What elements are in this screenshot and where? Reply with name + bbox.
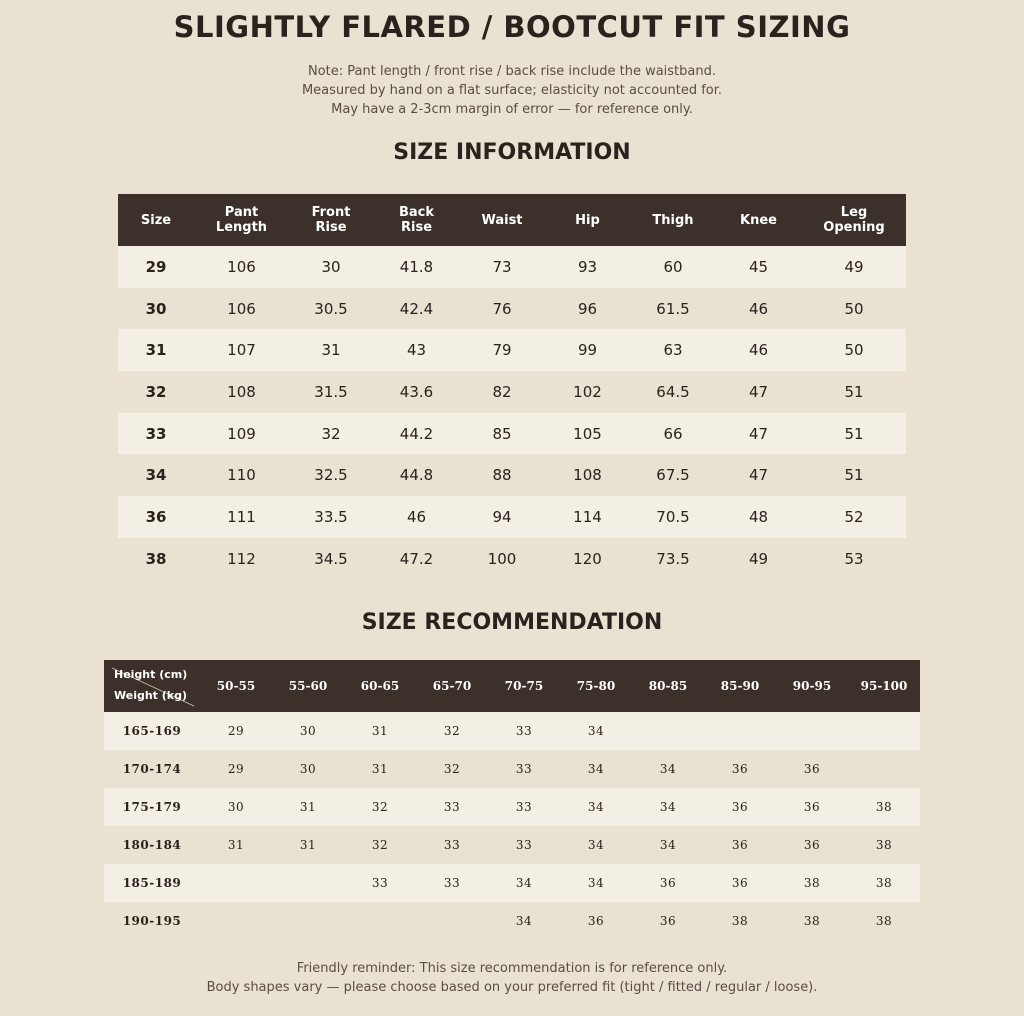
recommended-size-cell <box>344 902 416 940</box>
measurement-cell: 110 <box>194 454 289 496</box>
measurement-cell: 108 <box>544 454 631 496</box>
recommended-size-cell <box>416 902 488 940</box>
measurement-cell: 73 <box>460 246 544 288</box>
recommended-size-cell: 34 <box>632 826 704 864</box>
table-row <box>104 712 920 750</box>
recommended-size-cell: 34 <box>560 826 632 864</box>
measurement-cell: 30.5 <box>289 288 373 330</box>
measurement-cell: 44.8 <box>373 454 460 496</box>
measurement-cell: 51 <box>802 371 906 413</box>
measurement-cell: 31 <box>289 329 373 371</box>
recommended-size-cell <box>200 902 272 940</box>
measurement-cell: 51 <box>802 413 906 455</box>
weight-range-header: 75-80 <box>560 660 632 712</box>
recommended-size-cell: 33 <box>488 712 560 750</box>
measurement-cell: 107 <box>194 329 289 371</box>
measurement-cell: 52 <box>802 496 906 538</box>
table-row <box>118 371 906 413</box>
size-cell: 33 <box>118 413 194 455</box>
recommended-size-cell: 33 <box>416 864 488 902</box>
measurement-cell: 45 <box>715 246 802 288</box>
recommended-size-cell: 33 <box>344 864 416 902</box>
table-row <box>104 750 920 788</box>
height-range-cell: 170-174 <box>104 750 200 788</box>
height-axis-label: Height (cm) <box>114 668 188 681</box>
measurement-cell: 32.5 <box>289 454 373 496</box>
table-row <box>118 454 906 496</box>
size-cell: 38 <box>118 538 194 580</box>
height-range-cell: 165-169 <box>104 712 200 750</box>
recommended-size-cell: 38 <box>848 826 920 864</box>
measurement-note <box>0 62 1024 119</box>
recommended-size-cell: 31 <box>344 750 416 788</box>
measurement-cell: 102 <box>544 371 631 413</box>
table-row <box>118 246 906 288</box>
measurement-cell: 63 <box>631 329 715 371</box>
measurement-cell: 50 <box>802 288 906 330</box>
recommended-size-cell: 34 <box>632 750 704 788</box>
measurement-cell: 60 <box>631 246 715 288</box>
recommended-size-cell: 30 <box>200 788 272 826</box>
recommended-size-cell: 29 <box>200 750 272 788</box>
recommended-size-cell: 38 <box>776 902 848 940</box>
recommended-size-cell: 33 <box>488 826 560 864</box>
table-row <box>118 413 906 455</box>
recommended-size-cell: 31 <box>272 788 344 826</box>
measurement-cell: 32 <box>289 413 373 455</box>
height-range-cell: 185-189 <box>104 864 200 902</box>
height-range-cell: 175-179 <box>104 788 200 826</box>
measurement-cell: 120 <box>544 538 631 580</box>
recommended-size-cell: 32 <box>416 712 488 750</box>
recommended-size-cell: 33 <box>488 750 560 788</box>
height-range-cell: 180-184 <box>104 826 200 864</box>
recommended-size-cell: 30 <box>272 750 344 788</box>
note-line: May have a 2-3cm margin of error — for reference only. <box>331 102 693 117</box>
measurement-cell: 49 <box>802 246 906 288</box>
recommended-size-cell: 38 <box>848 864 920 902</box>
recommended-size-cell: 34 <box>488 864 560 902</box>
size-cell: 36 <box>118 496 194 538</box>
measurement-cell: 114 <box>544 496 631 538</box>
measurement-cell: 109 <box>194 413 289 455</box>
recommended-size-cell: 36 <box>704 864 776 902</box>
recommended-size-cell <box>632 712 704 750</box>
measurement-cell: 47 <box>715 454 802 496</box>
size-information-table <box>118 194 906 580</box>
recommended-size-cell <box>200 864 272 902</box>
measurement-cell: 88 <box>460 454 544 496</box>
size-table-header-cell: Front Rise <box>289 194 373 246</box>
recommended-size-cell: 34 <box>632 788 704 826</box>
measurement-cell: 31.5 <box>289 371 373 413</box>
note-line: Note: Pant length / front rise / back rise include the waistband. <box>308 64 716 79</box>
recommendation-header-row <box>104 660 920 712</box>
recommended-size-cell <box>848 750 920 788</box>
measurement-cell: 70.5 <box>631 496 715 538</box>
recommended-size-cell: 30 <box>272 712 344 750</box>
recommended-size-cell: 36 <box>632 902 704 940</box>
size-cell: 31 <box>118 329 194 371</box>
weight-range-header: 95-100 <box>848 660 920 712</box>
measurement-cell: 100 <box>460 538 544 580</box>
size-table-header-cell: Leg Opening <box>802 194 906 246</box>
height-range-cell: 190-195 <box>104 902 200 940</box>
measurement-cell: 47 <box>715 413 802 455</box>
measurement-cell: 50 <box>802 329 906 371</box>
size-table-header-cell: Thigh <box>631 194 715 246</box>
table-row <box>118 538 906 580</box>
recommended-size-cell <box>272 864 344 902</box>
measurement-cell: 43 <box>373 329 460 371</box>
reminder-line: Friendly reminder: This size recommendation is for reference only. <box>296 961 728 976</box>
size-table-header-cell: Pant Length <box>194 194 289 246</box>
measurement-cell: 106 <box>194 288 289 330</box>
recommended-size-cell: 36 <box>776 826 848 864</box>
table-row <box>104 902 920 940</box>
table-row <box>118 496 906 538</box>
measurement-cell: 112 <box>194 538 289 580</box>
measurement-cell: 51 <box>802 454 906 496</box>
measurement-cell: 30 <box>289 246 373 288</box>
recommended-size-cell: 38 <box>704 902 776 940</box>
recommended-size-cell: 29 <box>200 712 272 750</box>
measurement-cell: 105 <box>544 413 631 455</box>
weight-range-header: 55-60 <box>272 660 344 712</box>
measurement-cell: 67.5 <box>631 454 715 496</box>
size-recommendation-table <box>104 660 920 940</box>
page-title: SLIGHTLY FLARED / BOOTCUT FIT SIZING <box>173 10 851 44</box>
recommended-size-cell: 31 <box>272 826 344 864</box>
recommended-size-cell: 31 <box>200 826 272 864</box>
table-row <box>104 864 920 902</box>
measurement-cell: 46 <box>715 288 802 330</box>
reminder-line: Body shapes vary — please choose based on your preferred fit (tight / fitted / regular / loose). <box>206 980 818 995</box>
measurement-cell: 47.2 <box>373 538 460 580</box>
measurement-cell: 108 <box>194 371 289 413</box>
weight-range-header: 65-70 <box>416 660 488 712</box>
recommended-size-cell: 34 <box>560 712 632 750</box>
friendly-reminder <box>0 959 1024 997</box>
size-recommendation-title: SIZE RECOMMENDATION <box>361 610 663 635</box>
size-table-body <box>118 246 906 580</box>
size-cell: 34 <box>118 454 194 496</box>
recommended-size-cell: 36 <box>704 788 776 826</box>
recommended-size-cell: 31 <box>344 712 416 750</box>
recommended-size-cell: 33 <box>488 788 560 826</box>
measurement-cell: 93 <box>544 246 631 288</box>
size-table-header-cell: Back Rise <box>373 194 460 246</box>
recommended-size-cell: 36 <box>776 750 848 788</box>
recommended-size-cell: 36 <box>632 864 704 902</box>
measurement-cell: 44.2 <box>373 413 460 455</box>
measurement-cell: 73.5 <box>631 538 715 580</box>
measurement-cell: 64.5 <box>631 371 715 413</box>
size-cell: 32 <box>118 371 194 413</box>
size-table-header-cell: Knee <box>715 194 802 246</box>
measurement-cell: 48 <box>715 496 802 538</box>
recommended-size-cell: 36 <box>560 902 632 940</box>
weight-range-header: 50-55 <box>200 660 272 712</box>
recommended-size-cell: 34 <box>560 864 632 902</box>
measurement-cell: 96 <box>544 288 631 330</box>
measurement-cell: 34.5 <box>289 538 373 580</box>
recommended-size-cell: 34 <box>488 902 560 940</box>
recommended-size-cell: 34 <box>560 788 632 826</box>
recommended-size-cell: 32 <box>344 826 416 864</box>
size-table-header-cell: Waist <box>460 194 544 246</box>
measurement-cell: 82 <box>460 371 544 413</box>
table-row <box>118 288 906 330</box>
measurement-cell: 106 <box>194 246 289 288</box>
weight-range-header: 70-75 <box>488 660 560 712</box>
weight-range-header: 85-90 <box>704 660 776 712</box>
recommended-size-cell <box>272 902 344 940</box>
measurement-cell: 46 <box>373 496 460 538</box>
measurement-cell: 42.4 <box>373 288 460 330</box>
weight-axis-label: Weight (kg) <box>114 689 188 702</box>
recommendation-table-body <box>104 712 920 940</box>
weight-range-header: 60-65 <box>344 660 416 712</box>
size-table-header-row <box>118 194 906 246</box>
recommended-size-cell: 32 <box>416 750 488 788</box>
measurement-cell: 99 <box>544 329 631 371</box>
table-row <box>104 826 920 864</box>
recommended-size-cell: 36 <box>776 788 848 826</box>
size-information-title: SIZE INFORMATION <box>393 140 631 165</box>
size-cell: 29 <box>118 246 194 288</box>
measurement-cell: 66 <box>631 413 715 455</box>
measurement-cell: 43.6 <box>373 371 460 413</box>
table-row <box>118 329 906 371</box>
measurement-cell: 76 <box>460 288 544 330</box>
recommended-size-cell: 33 <box>416 788 488 826</box>
recommended-size-cell: 38 <box>848 902 920 940</box>
recommended-size-cell: 36 <box>704 750 776 788</box>
measurement-cell: 46 <box>715 329 802 371</box>
recommended-size-cell: 38 <box>848 788 920 826</box>
height-weight-corner-cell <box>104 660 200 712</box>
recommended-size-cell: 36 <box>704 826 776 864</box>
measurement-cell: 94 <box>460 496 544 538</box>
weight-range-header: 90-95 <box>776 660 848 712</box>
measurement-cell: 85 <box>460 413 544 455</box>
size-table-header-cell: Hip <box>544 194 631 246</box>
size-table-header-cell: Size <box>118 194 194 246</box>
measurement-cell: 47 <box>715 371 802 413</box>
recommended-size-cell <box>848 712 920 750</box>
measurement-cell: 41.8 <box>373 246 460 288</box>
weight-range-header: 80-85 <box>632 660 704 712</box>
measurement-cell: 79 <box>460 329 544 371</box>
measurement-cell: 33.5 <box>289 496 373 538</box>
note-line: Measured by hand on a flat surface; elasticity not accounted for. <box>301 83 723 98</box>
recommended-size-cell <box>776 712 848 750</box>
recommended-size-cell: 38 <box>776 864 848 902</box>
measurement-cell: 111 <box>194 496 289 538</box>
measurement-cell: 53 <box>802 538 906 580</box>
measurement-cell: 49 <box>715 538 802 580</box>
recommended-size-cell: 34 <box>560 750 632 788</box>
recommended-size-cell: 32 <box>344 788 416 826</box>
table-row <box>104 788 920 826</box>
size-cell: 30 <box>118 288 194 330</box>
measurement-cell: 61.5 <box>631 288 715 330</box>
recommended-size-cell: 33 <box>416 826 488 864</box>
recommended-size-cell <box>704 712 776 750</box>
